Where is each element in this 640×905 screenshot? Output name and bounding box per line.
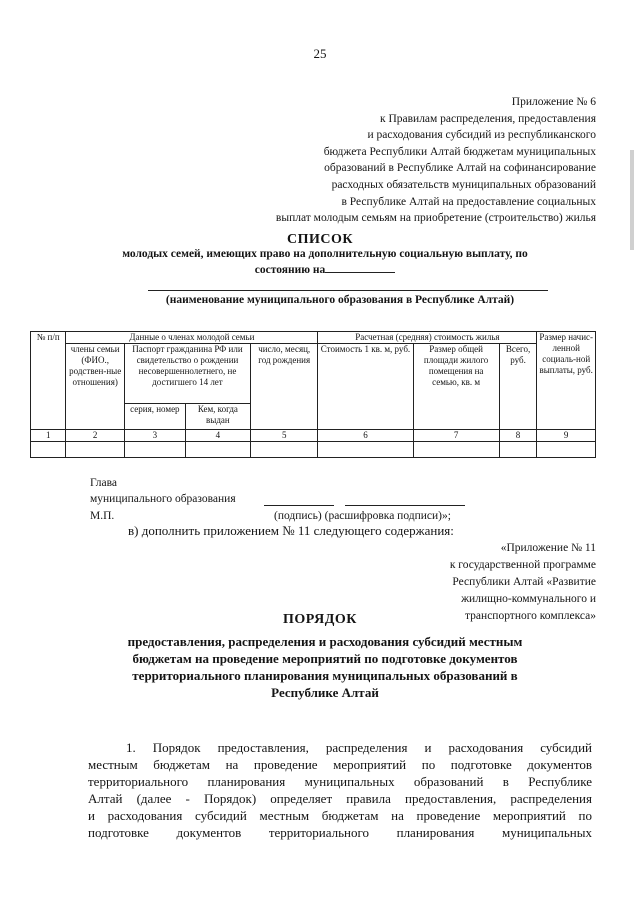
paragraph-line: подготовке документов территориального планирования муниципальных <box>88 825 592 840</box>
header-cost-group: Расчетная (средняя) стоимость жилья <box>318 332 537 344</box>
header-birthdate: число, месяц, год рождения <box>250 344 317 430</box>
header-total: Всего, руб. <box>499 344 537 430</box>
annex-line: жилищно-коммунального и <box>461 593 596 605</box>
table-row-empty <box>31 442 596 458</box>
annex-line: расходных обязательств муниципальных образований <box>331 178 596 191</box>
date-blank <box>325 262 395 273</box>
procedure-subtitle-line: Республике Алтай <box>271 685 379 700</box>
procedure-subtitle-line: предоставления, распределения и расходования субсидий местным <box>127 634 523 649</box>
municipality-caption: (наименование муниципального образования в Республике Алтай) <box>165 294 515 306</box>
header-passport: Паспорт гражданина РФ или свидетельство о рождении несовершеннолетнего, не достигшего 14 лет <box>124 344 250 404</box>
procedure-subtitle-line: территориального планирования муниципальных образований в <box>132 668 518 683</box>
families-table <box>30 331 596 458</box>
annex-line: к Правилам распределения, предоставления <box>379 112 596 125</box>
col-index: 7 <box>413 430 499 442</box>
annex-line: и расходования субсидий из республиканского <box>367 129 596 142</box>
annex-6-header <box>196 94 596 227</box>
col-index: 4 <box>185 430 250 442</box>
procedure-subtitle-line: бюджетам на проведение мероприятий по подготовке документов <box>132 651 518 666</box>
annex-line: бюджета Республики Алтай бюджетам муниципальных <box>323 145 596 158</box>
col-index: 9 <box>537 430 596 442</box>
page-number: 25 <box>313 46 327 61</box>
paragraph-line: и расходования субсидий местным бюджетам на проведение мероприятий по <box>88 808 592 823</box>
list-title: СПИСОК <box>286 232 354 247</box>
paragraph-line: Алтай (далее - Порядок) определяет правила предоставления, распределения <box>88 791 592 806</box>
signature-head-label: Глава <box>90 477 118 489</box>
signature-name-line <box>345 505 465 506</box>
signature-line <box>264 505 334 506</box>
list-subtitle <box>80 247 570 278</box>
col-index: 2 <box>66 430 125 442</box>
paragraph-1 <box>88 739 592 841</box>
annex-line: к государственной программе <box>449 559 596 571</box>
list-subtitle-date-line <box>80 262 570 278</box>
annex-line: образований в Республике Алтай на софинансирование <box>324 162 596 175</box>
stamp-label: М.П. <box>90 510 115 522</box>
header-payment: Размер начис-ленной социаль-ной выплаты, руб. <box>537 332 596 430</box>
paragraph-line: 1. Порядок предоставления, распределения и расходования субсидий <box>126 740 592 755</box>
header-series-number: серия, номер <box>124 404 185 430</box>
annex-line: Приложение № 6 <box>511 96 596 108</box>
header-price-per-sqm: Стоимость 1 кв. м, руб. <box>318 344 413 430</box>
signature-caption: (подпись) (расшифровка подписи)»; <box>274 510 451 522</box>
header-members: члены семьи (ФИО., родствен-ные отношения) <box>66 344 125 430</box>
col-index: 8 <box>499 430 537 442</box>
list-subtitle-line: молодых семей, имеющих право на дополнительную социальную выплату, по <box>122 248 528 260</box>
procedure-title: ПОРЯДОК <box>283 612 357 627</box>
annex-line: Республики Алтай «Развитие <box>452 576 596 588</box>
paragraph-line: местным бюджетам на проведение мероприятий по подготовке документов <box>88 757 592 772</box>
col-index: 1 <box>31 430 66 442</box>
col-index: 3 <box>124 430 185 442</box>
amendment-text: в) дополнить приложением № 11 следующего содержания: <box>128 523 454 538</box>
annex-line: «Приложение № 11 <box>500 542 596 554</box>
col-index: 6 <box>318 430 413 442</box>
annex-line: выплат молодым семьям на приобретение (строительство) жилья <box>275 212 596 225</box>
annex-line: транспортного комплекса» <box>465 610 596 622</box>
header-area: Размер общей площади жилого помещения на семью, кв. м <box>413 344 499 430</box>
as-of-label: состоянию на <box>254 264 326 276</box>
annex-line: в Республике Алтай на предоставление социальных <box>341 195 596 208</box>
col-index: 5 <box>250 430 317 442</box>
table-numbering-row <box>31 430 596 442</box>
header-num: № п/п <box>31 332 66 430</box>
signature-municipality-label: муниципального образования <box>90 493 236 505</box>
scan-edge-shadow <box>630 150 634 250</box>
header-family-group: Данные о членах молодой семьи <box>66 332 318 344</box>
procedure-subtitle <box>90 633 560 701</box>
paragraph-line: территориального планирования муниципальных образований в Республике <box>88 774 592 789</box>
municipality-fill-line <box>148 290 548 291</box>
header-issued-by: Кем, когда выдан <box>185 404 250 430</box>
